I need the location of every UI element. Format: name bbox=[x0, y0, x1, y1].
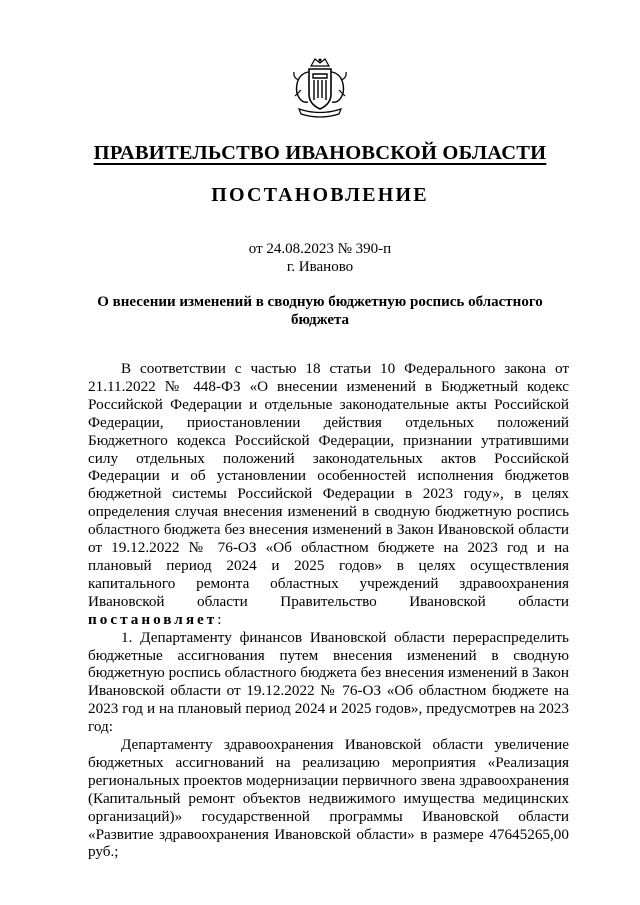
item-1-detail-paragraph: Департаменту здравоохранения Ивановской области увеличение бюджетных ассигнований на реализацию мероприятия «Реализация региональных проектов модернизации первичного звена здравоохранения (Капитальный ремонт объектов недвижимого имущества медицинских организаций)» государственной программы Ивановской области «Развитие здравоохранения Ивановской области» в размере 47645265,00 руб.; bbox=[88, 736, 569, 861]
preamble-paragraph: В соответствии с частью 18 статьи 10 Федерального закона от 21.11.2022 № 448-ФЗ «О внесении изменений в Бюджетный кодекс Российской Федерации и отдельные законодательные акты Российской Федерации, приостановлении действия отдельных положений Бюджетного кодекса Российской Федерации, признании утратившими силу отдельных положений законодательных актов Российской Федерации и об установлении особенностей исполнения бюджетов бюджетной системы Российской Федерации в 2023 году», в целях определения случая внесения изменений в сводную бюджетную роспись областного бюджета без внесения изменений в Закон Ивановской области от 19.12.2022 № 76-ОЗ «Об областном бюджете на 2023 год и на плановый период 2024 и 2025 годов» в целях осуществления капитального ремонта областных учреждений здравоохранения Ивановской области Правительство Ивановской области постановляет: bbox=[88, 360, 569, 628]
city: г. Иваново bbox=[286, 259, 354, 275]
resolves-word: постановляет bbox=[88, 610, 218, 628]
decree-body bbox=[88, 360, 569, 861]
decree-title: О внесении изменений в сводную бюджетную роспись областного бюджета bbox=[97, 294, 543, 328]
decree-date-number: от 24.08.2023 № 390-п bbox=[248, 241, 392, 257]
document-type: ПОСТАНОВЛЕНИЕ bbox=[211, 184, 429, 206]
item-1-paragraph: 1. Департаменту финансов Ивановской области перераспределить бюджетные ассигнования путем внесения изменений в сводную бюджетную роспись областного бюджета без внесения изменений в Закон Ивановской области от 19.12.2022 № 76-ОЗ «Об областном бюджете на 2023 год и на плановый период 2024 и 2025 годов», предусмотрев на 2023 год: bbox=[88, 628, 569, 736]
coat-of-arms-emblem bbox=[291, 56, 349, 118]
government-name: ПРАВИТЕЛЬСТВО ИВАНОВСКОЙ ОБЛАСТИ bbox=[93, 142, 547, 164]
